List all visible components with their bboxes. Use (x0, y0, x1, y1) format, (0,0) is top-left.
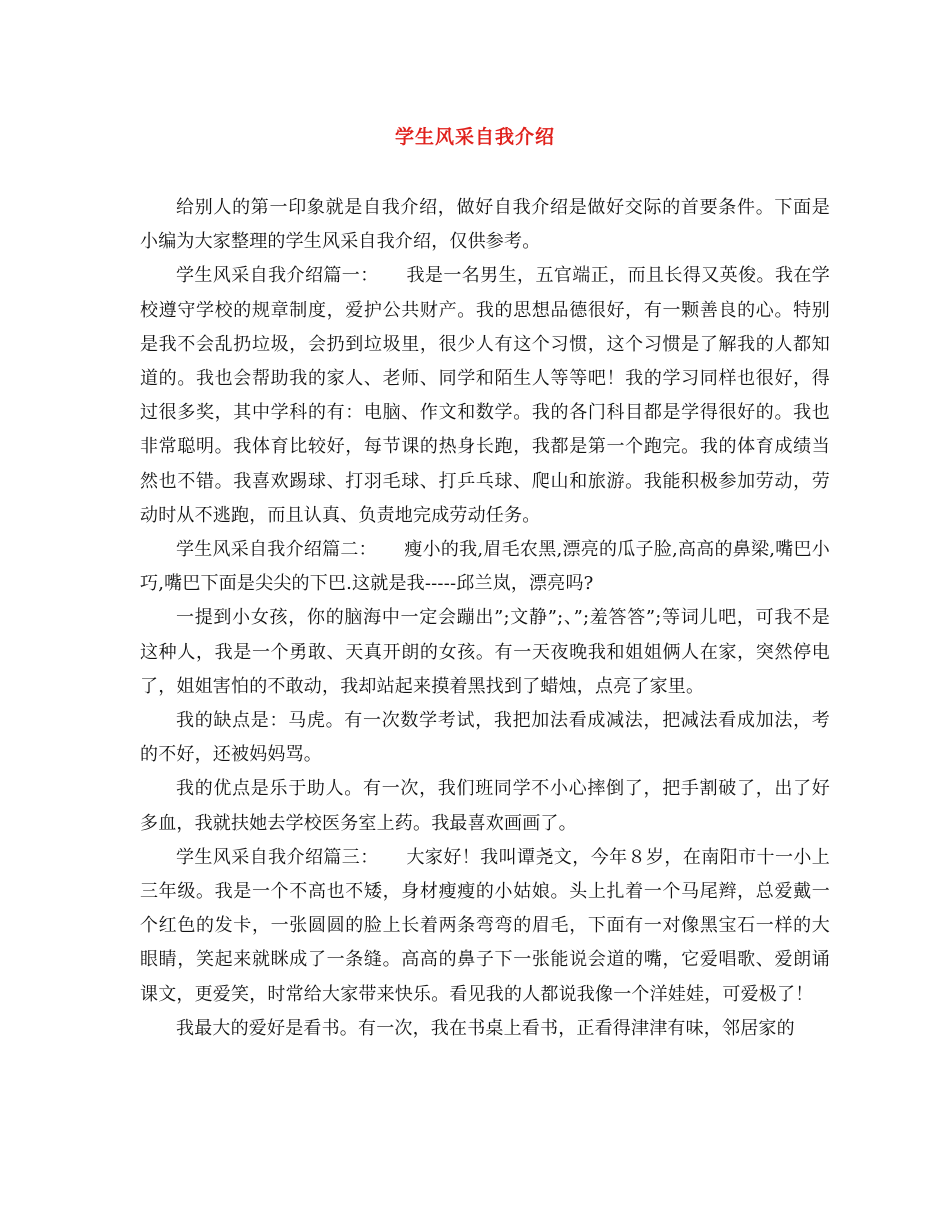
document-title: 学生风采自我介绍 (394, 126, 555, 148)
paragraph-part-two-strength: 我的优点是乐于助人。有一次，我们班同学不小心摔倒了，把手割破了，出了好多血，我就扶她去学校医务室上药。我最喜欢画画了。 (140, 778, 830, 834)
paragraph-part-three-hobby: 我最大的爱好是看书。有一次，我在书桌上看书，正看得津津有味，邻居家的 (176, 1017, 795, 1039)
paragraph-part-two-shortcoming: 我的缺点是：马虎。有一次数学考试，我把加法看成减法，把减法看成加法，考的不好，还被妈妈骂。 (140, 710, 830, 766)
paragraph-part-three: 学生风采自我介绍篇三： 大家好！我叫谭尧文，今年８岁，在南阳市十一小上三年级。我是一个不高也不矮，身材瘦瘦的小姑娘。头上扎着一个马尾辫，总爱戴一个红色的发卡，一张圆圆的脸上长着两条弯弯的眉毛，下面有一对像黑宝石一样的大眼睛，笑起来就眯成了一条缝。高高的鼻子下一张能说会道的嘴，它爱唱歌、爱朗诵课文，更爱笑，时常给大家带来快乐。看见我的人都说我像一个洋娃娃，可爱极了！ (140, 846, 830, 1005)
paragraph-part-one: 学生风采自我介绍篇一： 我是一名男生，五官端正，而且长得又英俊。我在学校遵守学校的规章制度，爱护公共财产。我的思想品德很好，有一颗善良的心。特别是我不会乱扔垃圾，会扔到垃圾里，很少人有这个习惯，这个习惯是了解我的人都知道的。我也会帮助我的家人、老师、同学和陌生人等等吧！我的学习同样也很好，得过很多奖，其中学科的有：电脑、作文和数学。我的各门科目都是学得很好的。我也非常聪明。我体育比较好，每节课的热身长跑，我都是第一个跑完。我的体育成绩当然也不错。我喜欢踢球、打羽毛球、打乒乓球、爬山和旅游。我能积极参加劳动，劳动时从不逃跑，而且认真、负责地完成劳动任务。 (140, 265, 830, 526)
paragraph-part-two: 学生风采自我介绍篇二： 瘦小的我,眉毛农黑,漂亮的瓜子脸,高高的鼻梁,嘴巴小巧,嘴巴下面是尖尖的下巴.这就是我-----邱兰岚，漂亮吗? (140, 539, 830, 595)
paragraph-part-two-story: 一提到小女孩，你的脑海中一定会蹦出”;文静”;、”;羞答答”;等词儿吧，可我不是这种人，我是一个勇敢、天真开朗的女孩。有一天夜晚我和姐姐俩人在家，突然停电了，姐姐害怕的不敢动，我却站起来摸着黑找到了蜡烛，点亮了家里。 (140, 607, 830, 697)
paragraph-intro: 给别人的第一印象就是自我介绍，做好自我介绍是做好交际的首要条件。下面是小编为大家整理的学生风采自我介绍，仅供参考。 (140, 197, 830, 253)
document-body (140, 191, 830, 1046)
